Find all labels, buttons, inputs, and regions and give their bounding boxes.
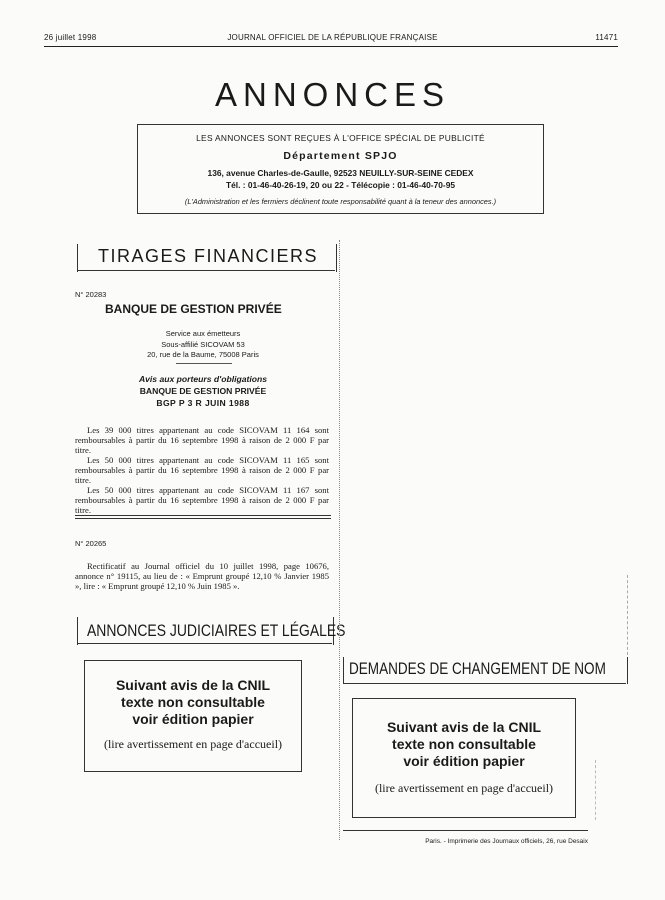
notice-number: N° 20283 <box>75 290 107 299</box>
cnil-note: (lire avertissement en page d'accueil) <box>374 781 554 795</box>
notice-paragraph: Les 50 000 titres appartenant au code SICOVAM 11 167 sont remboursables à partir du 16 septembre 1998 à raison de 2 000 F par titre. <box>75 485 329 515</box>
divider <box>176 363 232 364</box>
judiciaires-heading-box <box>77 617 346 645</box>
header-journal: JOURNAL OFFICIEL DE LA RÉPUBLIQUE FRANÇAISE <box>227 33 438 42</box>
cnil-notice-box <box>352 698 576 818</box>
tirages-heading-box <box>77 244 337 272</box>
notice-paragraph: Les 50 000 titres appartenant au code SICOVAM 11 165 sont remboursables à partir du 16 septembre 1998 à raison de 2 000 F par titre. <box>75 455 329 485</box>
avis-heading: Avis aux porteurs d'obligations <box>138 374 268 384</box>
cnil-note: (lire avertissement en page d'accueil) <box>103 737 283 751</box>
bank-name-2: BANQUE DE GESTION PRIVÉE <box>139 386 267 396</box>
divider <box>75 515 331 516</box>
tirages-heading: TIRAGES FINANCIERS <box>98 246 319 266</box>
changement-heading: DEMANDES DE CHANGEMENT DE NOM <box>349 660 606 678</box>
printer-line: Paris. - Imprimerie des Journaux officiels, 26, rue Desaix <box>425 838 588 845</box>
office-phones: Tél. : 01-46-40-26-19, 20 ou 22 - Télécopie : 01-46-40-70-95 <box>225 180 456 190</box>
changement-heading-rule <box>343 683 626 684</box>
scan-mark <box>627 575 628 655</box>
notice-body <box>75 425 329 515</box>
cnil-line: voir édition papier <box>403 753 525 769</box>
office-department: Département SPJO <box>283 150 398 162</box>
footer-rule <box>343 830 588 831</box>
header-rule <box>44 46 618 47</box>
scan-mark <box>595 760 596 820</box>
cnil-line: Suivant avis de la CNIL <box>386 719 542 735</box>
column-separator <box>339 240 340 840</box>
header-page-number: 11471 <box>595 33 618 42</box>
cnil-line: voir édition papier <box>132 711 254 727</box>
service-line: 20, rue de la Baume, 75008 Paris <box>147 350 259 359</box>
page-title: ANNONCES <box>214 76 451 113</box>
judiciaires-heading: ANNONCES JUDICIAIRES ET LÉGALES <box>87 621 346 640</box>
changement-heading-box <box>343 657 628 684</box>
notice-number: N° 20265 <box>75 539 107 548</box>
tirages-heading-rule <box>77 270 335 271</box>
cnil-line: texte non consultable <box>121 694 265 710</box>
notice-paragraph: Rectificatif au Journal officiel du 10 juillet 1998, page 10676, annonce n° 19115, au lieu de : « Emprunt groupé 12,10 % Janvier 1985 », lire : « Emprunt groupé 12,10 % Juin 1985 ». <box>75 561 329 591</box>
bank-name: BANQUE DE GESTION PRIVÉE <box>105 302 282 316</box>
divider <box>75 518 331 519</box>
notice-paragraph: Les 39 000 titres appartenant au code SICOVAM 11 164 sont remboursables à partir du 16 septembre 1998 à raison de 2 000 F par titre. <box>75 425 329 455</box>
office-line: LES ANNONCES SONT REÇUES À L'OFFICE SPÉCIAL DE PUBLICITÉ <box>196 133 485 143</box>
cnil-line: Suivant avis de la CNIL <box>115 677 271 693</box>
header-date: 26 juillet 1998 <box>44 33 97 42</box>
office-info-box <box>137 124 544 214</box>
office-address: 136, avenue Charles-de-Gaulle, 92523 NEUILLY-SUR-SEINE CEDEX <box>207 168 474 178</box>
cnil-notice-box <box>84 660 302 772</box>
cnil-line: texte non consultable <box>392 736 536 752</box>
issue-name: BGP P 3 R JUIN 1988 <box>156 398 250 408</box>
rectificatif-text <box>75 561 329 591</box>
judiciaires-heading-rule <box>77 643 332 644</box>
office-disclaimer: (L'Administration et les fermiers déclinent toute responsabilité quant à la teneur des annonces.) <box>184 197 497 206</box>
service-line: Sous-affilié SICOVAM 53 <box>161 340 245 349</box>
service-line: Service aux émetteurs <box>165 329 241 338</box>
